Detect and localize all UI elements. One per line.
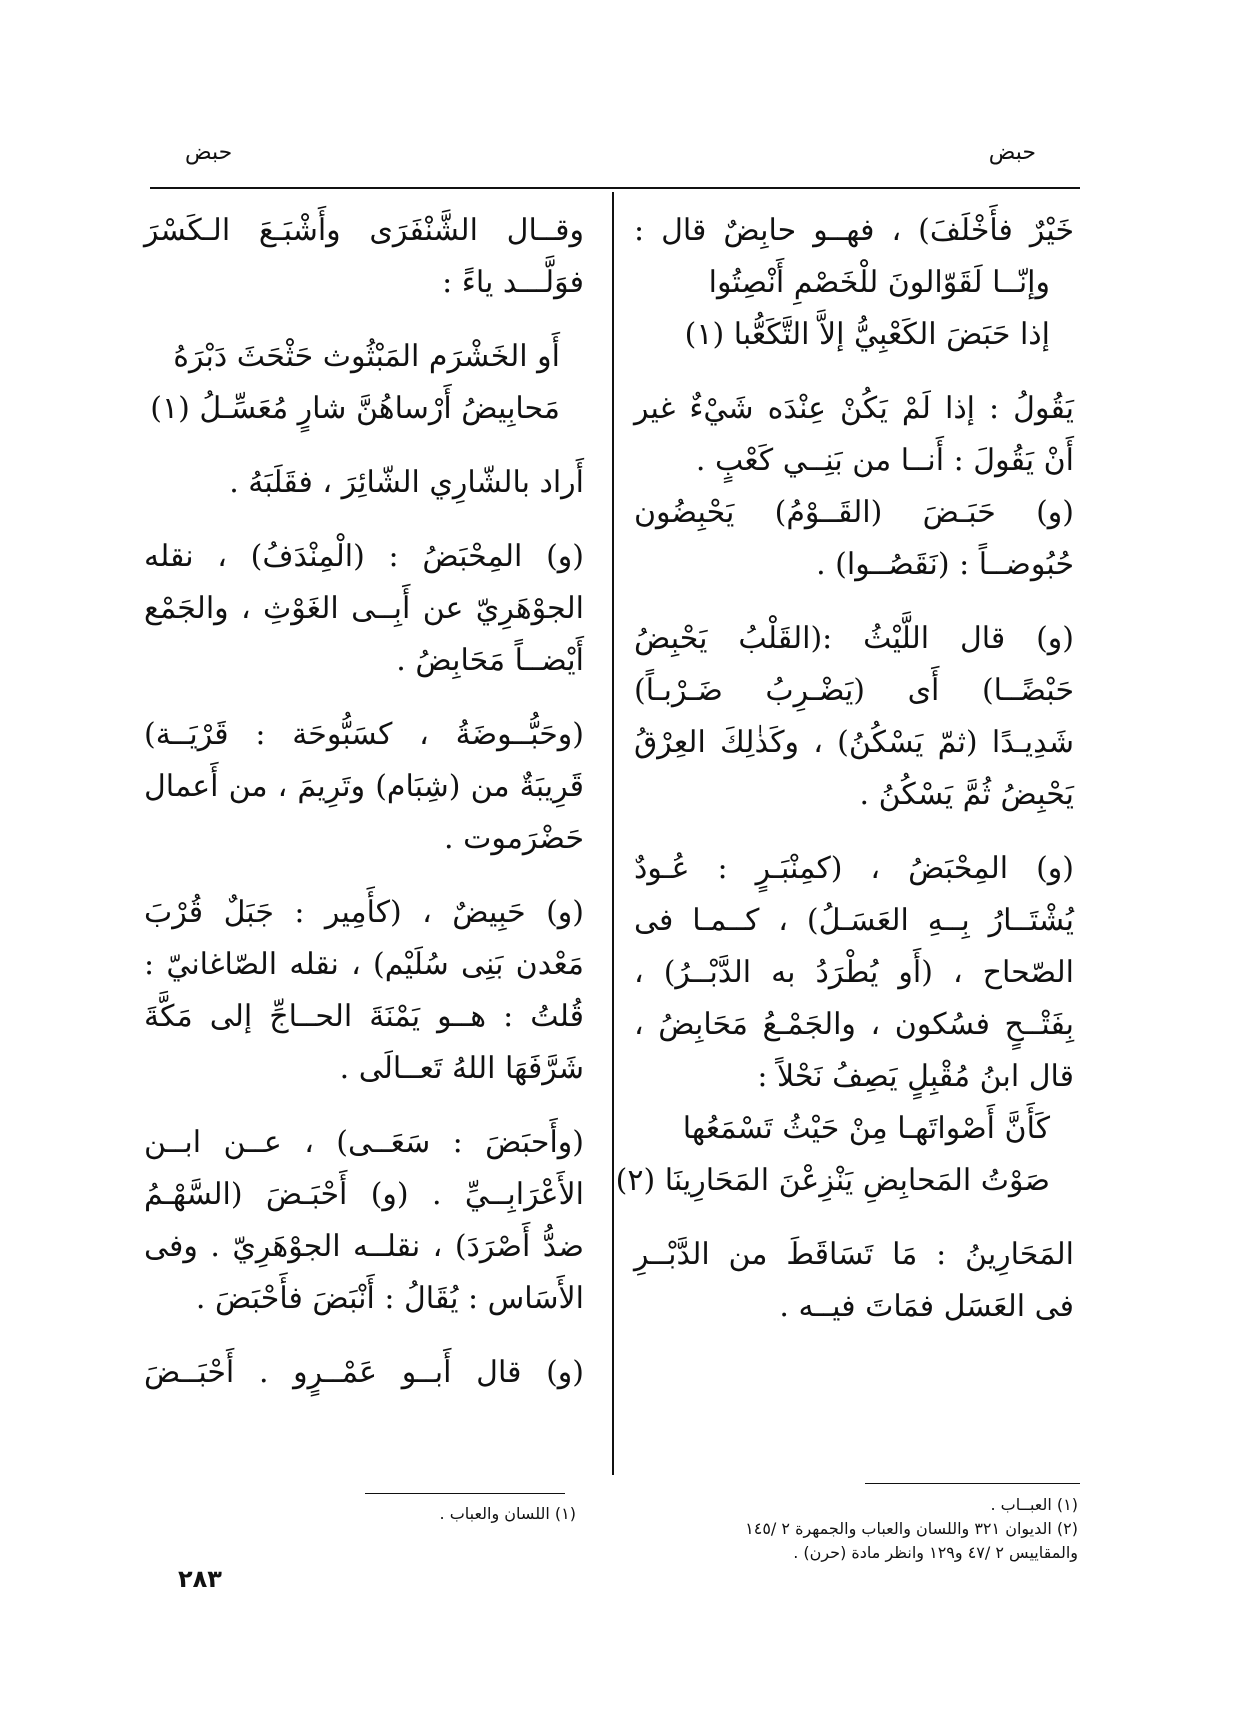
text-line: (و) حَبَـضَ (القَــوْمُ) يَحْبِضُون (634, 495, 1074, 530)
text-line: أَنْ يَقُولَ : أَنــا من بَنِــي كَعْبٍ . (695, 443, 1074, 478)
paragraph-gap (634, 821, 1074, 843)
text-line: يَقُولُ : إذا لَمْ يَكُنْ عِنْدَه شَيْءٌ غير (634, 391, 1074, 426)
running-header-right: حبض (988, 140, 1036, 165)
footnote: (١) اللسان والعباب . (439, 1504, 576, 1523)
text-line: حَبْضًــا) أَى (يَضْـرِبُ ضَـرْبـاً) (634, 673, 1074, 708)
text-line: (و) المِحْبَضُ : (الْمِنْدَفُ) ، نقله (144, 539, 584, 574)
paragraph-gap (144, 1325, 584, 1347)
text-line: فوَلَّـــد ياءً : (442, 265, 584, 300)
left-column (144, 205, 584, 1399)
text-line: الأَسَاس : يُقَالُ : أَنْبَضَ فأَحْبَضَ . (195, 1281, 584, 1316)
text-line: (و) المِحْبَضُ ، (كمِنْبَـرٍ : عُـودٌ (634, 851, 1074, 886)
footnote-rule-left (365, 1493, 565, 1494)
text-line: الأَعْرَابِــيِّ . (و) أَحْبَـضَ (السَّهْـمُ (144, 1177, 584, 1212)
verse-line: أَو الخَشْرَم المَبْثُوث حَثْحَثَ دَبْرَهُ (173, 339, 560, 374)
paragraph-gap (144, 687, 584, 709)
text-line: أَيْضــاً مَحَابِضُ . (396, 643, 584, 678)
footnote-rule-right (865, 1483, 1080, 1484)
text-line: بِفَتْــحٍ فسُكون ، والجَمْـعُ مَحَابِضُ ، (634, 1007, 1074, 1042)
text-line: شَرَّفَهَا اللهُ تَعــالَى . (339, 1051, 584, 1086)
verse-line: كَأَنَّ أَصْواتَهـا مِنْ حَيْثُ تَسْمَعُها (682, 1111, 1050, 1146)
text-line: (وحَبُّــوضَةُ ، كسَبُّوحَة : قَرْيَــة) (144, 717, 584, 752)
text-line: حُبُوضــاً : (نَقَصُــوا) . (816, 547, 1074, 582)
text-line: يَحْبِضُ ثُمَّ يَسْكُنُ . (859, 777, 1074, 812)
page-number: ٢٨٣ (178, 1565, 222, 1593)
verse-line: صَوْتُ المَحابِضِ يَنْزِعْنَ المَحَارِينَا (٢) (615, 1163, 1050, 1198)
right-column (615, 205, 1074, 1333)
text-line: أَراد بالشّارِي الشّائِرَ ، فقَلَبَهُ . (229, 465, 584, 500)
text-line: مَعْدن بَنِى سُلَيْم) ، نقله الصّاغانيّ : (144, 947, 584, 982)
paragraph-gap (144, 309, 584, 331)
text-line: (و) قال اللَّيْثُ :(القَلْبُ يَحْبِضُ (634, 621, 1074, 656)
text-line: فى العَسَل فمَاتَ فيــه . (779, 1289, 1074, 1324)
paragraph-gap (144, 435, 584, 457)
verse-line: مَحابِيضُ أَرْساهُنَّ شارٍ مُعَسِّـلُ (١) (150, 391, 560, 426)
paragraph-gap (634, 361, 1074, 383)
footnotes-right (745, 1493, 1078, 1565)
footnote: (١) العبــاب . (990, 1495, 1078, 1514)
text-line: يُشْتَــارُ بِــهِ العَسَـلُ) ، كــمـا فى (634, 903, 1074, 938)
footnote: (٢) الديوان ٣٢١ واللسان والعباب والجمهرة ٢ /١٤٥ (745, 1519, 1078, 1538)
text-line: الجوْهَرِيّ عن أَبِــى الغَوْثِ ، والجَمْع (144, 591, 584, 626)
text-line: شَدِيـدًا (ثمّ يَسْكُنُ) ، وكَذٰلِكَ العِرْقُ (634, 725, 1074, 760)
column-divider (612, 192, 614, 1475)
text-line: (و) حَبِيضٌ ، (كأَمِير : جَبَلٌ قُرْبَ (144, 895, 584, 930)
running-header-left: حبض (185, 140, 233, 165)
text-line: قَرِيبَةٌ من (شِبَام) وتَرِيمَ ، من أَعمال (144, 769, 584, 804)
verse-line: وإنّــا لَقَوّالونَ للْخَصْمِ أَنْصِتُوا (708, 265, 1050, 300)
verse-line: إذا حَبَضَ الكَعْبِيُّ إلاَّ التَّكَعُّبا (١) (684, 317, 1050, 352)
text-line: وقــال الشَّنْفَرَى وأَشْبَـعَ الـكَسْرَ (144, 213, 584, 248)
text-line: (وأَحبَضَ : سَعَــى) ، عــن ابــن (144, 1125, 584, 1160)
footnotes-left (440, 1502, 576, 1526)
text-line: حَضْرَموت . (444, 821, 584, 856)
text-line: قال ابنُ مُقْبِلٍ يَصِفُ نَحْلاً : (757, 1059, 1074, 1094)
text-line: (و) قال أَبــو عَمْــرٍو . أَحْبَــضَ (144, 1355, 584, 1390)
text-line: خَيْرٌ فأَخْلَفَ) ، فهــو حابِضٌ قال : (634, 213, 1074, 248)
paragraph-gap (634, 1207, 1074, 1229)
paragraph-gap (634, 591, 1074, 613)
paragraph-gap (144, 865, 584, 887)
header-rule (150, 187, 1080, 189)
footnote: والمقاييس ٢ /٤٧ و١٢٩ وانظر مادة (حرن) . (793, 1543, 1078, 1562)
text-line: المَحَارِينُ : مَا تَسَاقَطَ من الدَّبْــرِ (634, 1237, 1074, 1272)
paragraph-gap (144, 1095, 584, 1117)
text-line: الصّحاح ، (أَو يُطْرَدُ به الدَّبْــرُ) ، (634, 955, 1074, 990)
text-line: قُلتُ : هــو يَمْنَةَ الحــاجِّ إلى مَكَّةَ (144, 999, 584, 1034)
text-line: ضدُّ أَصْرَدَ) ، نقلــه الجوْهَرِيّ . وفى (144, 1229, 584, 1264)
paragraph-gap (144, 509, 584, 531)
